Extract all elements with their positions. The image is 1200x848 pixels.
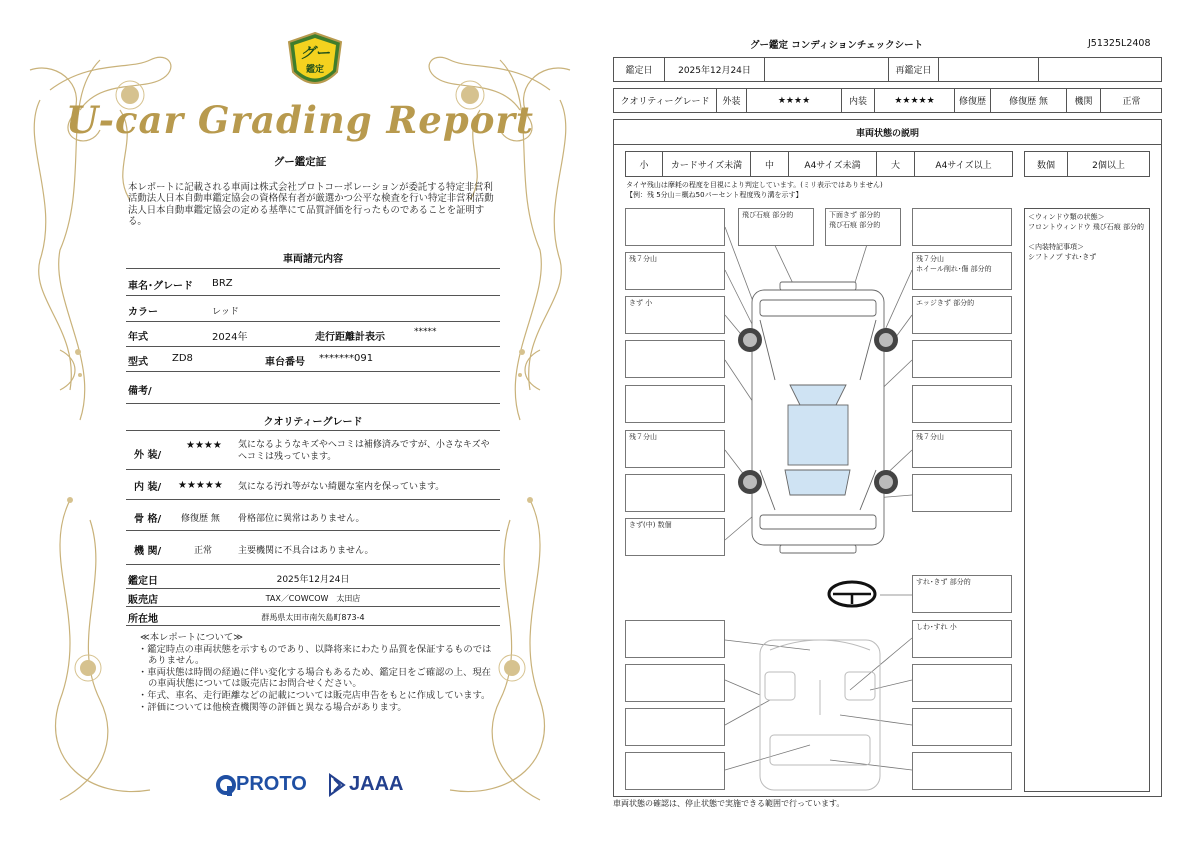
condition-check-sheet	[600, 0, 1200, 848]
quality-row-exterior	[126, 434, 500, 470]
date-value: 2025年12月24日	[664, 58, 764, 81]
mark-box	[912, 340, 1012, 378]
mark-box-top-2: 下面きず 部分的 飛び石痕 部分的	[825, 208, 901, 246]
mark-box	[912, 385, 1012, 423]
model-label: 型式	[128, 357, 148, 368]
name-label: 車名･グレード	[128, 281, 193, 292]
frame-label: 骨 格/	[134, 514, 162, 525]
quality-row-interior	[126, 472, 500, 500]
mark-box	[912, 208, 1012, 246]
size-large-desc: A4サイズ以上	[914, 152, 1012, 176]
spec-row-year	[126, 323, 500, 347]
quality-row-engine	[126, 535, 500, 565]
info-row-date	[126, 569, 500, 589]
year-label: 年式	[128, 332, 148, 343]
address-value: 群馬県太田市南矢島町873-4	[261, 613, 365, 622]
ext-label: 外装	[716, 89, 746, 112]
side-notes: ＜ウィンドウ類の状態＞ フロントウィンドウ 飛び石痕 部分的 ＜内装特記事項＞ シフトノブ すれ･きず	[1024, 208, 1150, 792]
shop-value: TAX／COWCOW 太田店	[265, 594, 361, 603]
quality-section-title: クオリティーグレード	[263, 417, 363, 428]
size-count: 数個	[1036, 160, 1055, 171]
info-row-shop	[126, 589, 500, 607]
size-count-desc: 2個以上	[1067, 152, 1149, 176]
report-notes	[138, 632, 498, 713]
info-row-address	[126, 608, 500, 626]
name-value: BRZ	[212, 278, 233, 289]
spec-section-title: 車両諸元内容	[283, 254, 343, 265]
spec-row-color	[126, 298, 500, 322]
notes-title: ≪本レポートについて≫	[140, 632, 243, 643]
proto-logo-text: PROTO	[236, 773, 307, 795]
certificate-title: U-car Grading Report	[66, 98, 534, 142]
mark-box	[912, 752, 1012, 790]
interior-label: 内 装/	[134, 482, 162, 493]
goo-badge	[287, 32, 343, 92]
note-item: ・年式、車名、走行距離などの記載については販売店申告をもとに作成しています。	[138, 689, 491, 701]
mark-box-left-scratch: きず 小	[625, 296, 725, 334]
qg-label: クオリティーグレード	[620, 97, 710, 107]
note-item: ・車両状態は時間の経過に伴い変化する場合もあるため、鑑定日をご確認の上、現在の車両状態については販売店にお問合せください。	[138, 666, 491, 690]
int-label: 内装	[841, 89, 874, 112]
jaaa-mark-icon	[328, 773, 346, 797]
mark-box	[625, 752, 725, 790]
certificate-subtitle: グー鑑定証	[273, 156, 327, 168]
date-label: 鑑定日	[128, 576, 158, 587]
proto-logo	[216, 773, 320, 799]
size-small: 小	[639, 160, 649, 171]
color-label: カラー	[128, 307, 158, 318]
mark-box-left-front-tire: 残７分山	[625, 252, 725, 290]
badge-logo-text: グー	[299, 44, 330, 62]
engine-value: 正常	[194, 546, 213, 556]
size-small-desc: カードサイズ未満	[662, 152, 750, 176]
engine-label: 機 関/	[134, 546, 162, 557]
spec-row-model	[126, 348, 500, 372]
mark-box	[625, 340, 725, 378]
mark-box	[625, 620, 725, 658]
exterior-label: 外 装/	[134, 450, 162, 461]
frame-comment: 骨格部位に異常はありません。	[238, 514, 365, 524]
mark-box	[912, 474, 1012, 512]
chassis-value: *******091	[319, 353, 374, 364]
certificate-intro: 本レポートに記載される車両は株式会社プロトコーポレーションが委託する特定非営利活動法人日本自動車鑑定協会の資格保有者が厳選かつ公平な検査を行い特定非営利活動法人日本自動車鑑定協会の定める基準にて品質評価を行ったものであることを証明する。	[128, 182, 494, 228]
size-large: 大	[876, 152, 914, 176]
sheet-title: グー鑑定 コンディションチェックシート	[750, 40, 924, 51]
ext-value: ★★★★	[746, 89, 841, 112]
tire-note-1: タイヤ残山は摩耗の程度を目視により判定しています。(ミリ表示ではありません)	[626, 181, 883, 189]
repair-label: 修復歴	[954, 89, 990, 112]
note-item: ・評価については他検査機関等の評価と異なる場合があります。	[138, 701, 407, 713]
mark-box-right-front-tire: 残７分山 ホイール削れ･傷 部分的	[912, 252, 1012, 290]
sheet-footer: 車両状態の確認は、停止状態で実施できる範囲で行っています。	[613, 799, 845, 808]
note-item: ・鑑定時点の車両状態を示すものであり、以降将来にわたり品質を保証するものではありません。	[138, 643, 492, 667]
date-value: 2025年12月24日	[276, 575, 350, 585]
size-medium-desc: A4サイズ未満	[788, 152, 876, 176]
quality-row-frame	[126, 503, 500, 531]
mark-box	[912, 708, 1012, 746]
mileage-label: 走行距離計表示	[315, 332, 385, 343]
jaaa-logo-text: JAAA	[349, 773, 404, 795]
interior-comment: 気になる汚れ等がない綺麗な室内を保っています。	[238, 482, 445, 492]
engine-label: 機関	[1066, 89, 1100, 112]
mark-box	[625, 708, 725, 746]
status-title: 車両状態の説明	[855, 129, 919, 139]
mark-box	[625, 208, 725, 246]
chassis-label: 車台番号	[265, 357, 305, 368]
color-value: レッド	[212, 307, 239, 317]
mark-box-seat: しわ･すれ 小	[912, 620, 1012, 658]
size-medium: 中	[750, 152, 788, 176]
sheet-code: J51325L2408	[1088, 38, 1151, 49]
steering-wheel-icon	[829, 582, 875, 606]
int-value: ★★★★★	[874, 89, 954, 112]
redate-label: 再鑑定日	[888, 58, 938, 81]
mark-box-left-rear-tire: 残７分山	[625, 430, 725, 468]
mark-box	[625, 385, 725, 423]
tire-note-2: 【例：残 5分山＝概ね50パーセント程度残り溝を示す】	[626, 191, 803, 199]
address-label: 所在地	[128, 614, 158, 625]
divider	[126, 268, 500, 269]
repair-value: 修復歴 無	[990, 89, 1066, 112]
mark-box	[625, 474, 725, 512]
shop-label: 販売店	[128, 595, 158, 606]
year-value: 2024年	[212, 332, 248, 343]
engine-value: 正常	[1100, 89, 1162, 112]
remarks-label: 備考/	[128, 386, 152, 397]
model-value: ZD8	[172, 353, 193, 364]
interior-stars: ★★★★★	[178, 480, 223, 491]
mark-box-left-bottom: きず(中) 数個	[625, 518, 725, 556]
mark-box-top-1: 飛び石痕 部分的	[738, 208, 814, 246]
mark-box-right-edge: エッジきず 部分的	[912, 296, 1012, 334]
spec-row-remarks	[126, 374, 500, 404]
mark-box	[912, 664, 1012, 702]
exterior-comment: 気になるようなキズやヘコミは補修済みですが、小さなキズやヘコミは残っています。	[238, 440, 490, 462]
jaaa-logo	[328, 773, 408, 799]
badge-sub-text: 鑑定	[305, 65, 324, 75]
mileage-value: *****	[414, 327, 437, 337]
proto-mark-icon	[216, 775, 236, 797]
divider	[126, 430, 500, 431]
mark-box	[625, 664, 725, 702]
engine-comment: 主要機関に不具合はありません。	[238, 546, 374, 556]
exterior-stars: ★★★★	[186, 440, 222, 451]
spec-row-name	[126, 272, 500, 296]
frame-value: 修復歴 無	[181, 514, 220, 524]
date-label: 鑑定日	[625, 66, 653, 76]
mark-box-steering: すれ･きず 部分的	[912, 575, 1012, 613]
mark-box-right-rear-tire: 残７分山	[912, 430, 1012, 468]
